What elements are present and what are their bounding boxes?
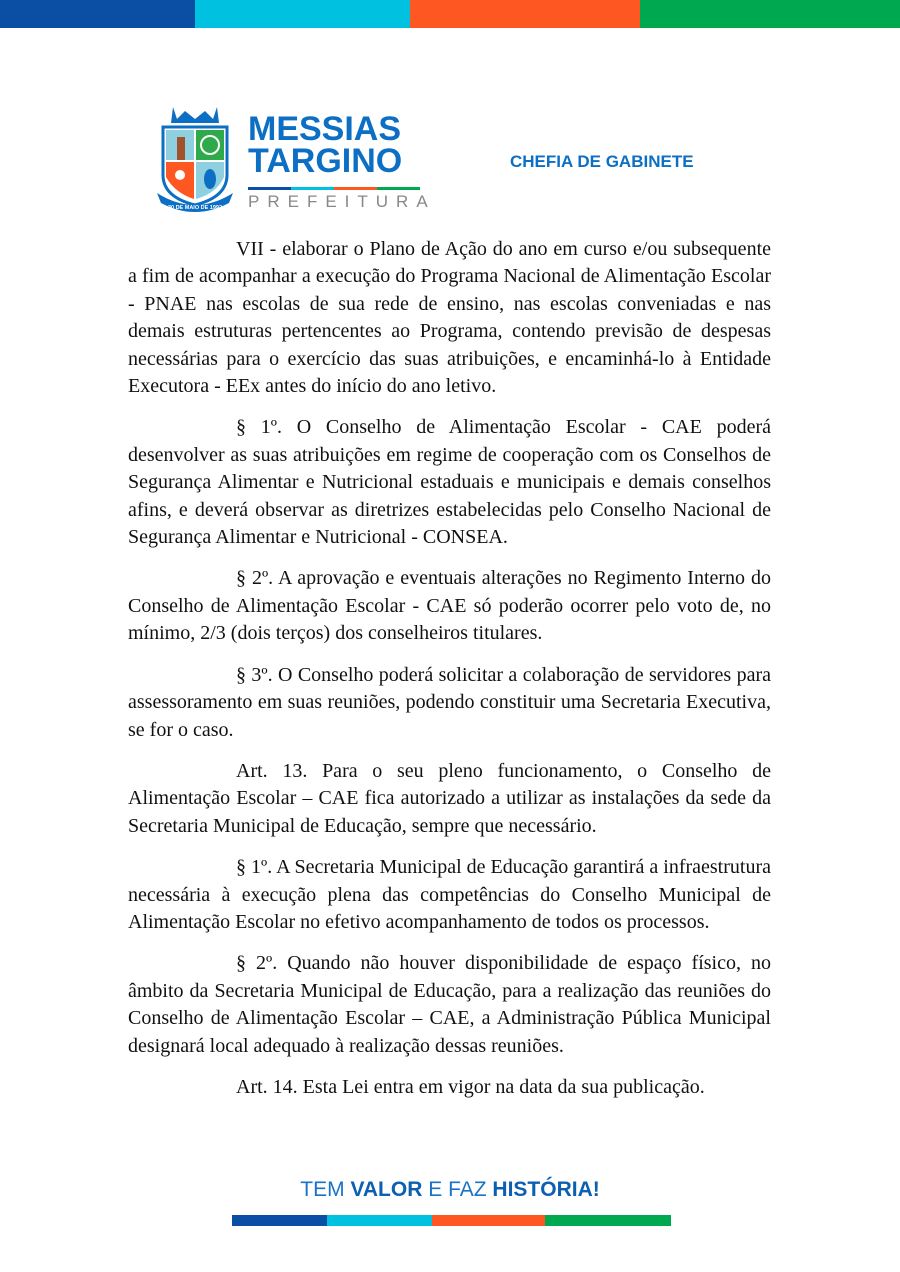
municipal-crest-logo <box>155 105 235 215</box>
department-name: CHEFIA DE GABINETE <box>510 152 694 171</box>
paragraph: VII - elaborar o Plano de Ação do ano em curso e/ou subsequente a fim de acompanhar a execução do Programa Nacional de Alimentação Escolar - PNAE nas escolas de sua rede de ensino, nas escolas conveniadas e nas demais estruturas pertencentes ao Programa, contendo previsão de despesas necessárias para o exercício das suas atribuições, e encaminhá-lo à Entidade Executora - EEx antes do início do ano letivo. <box>128 238 771 398</box>
footer-color-bar <box>232 1215 671 1226</box>
crest-motto: 30 DE MAIO DE 1992 <box>167 205 223 211</box>
paragraph: § 2º. A aprovação e eventuais alterações no Regimento Interno do Conselho de Alimentação Escolar - CAE só poderão ocorrer pelo voto de, no mínimo, 2/3 (dois terços) dos conselheiros titulares. <box>128 567 771 645</box>
paragraph: § 1º. O Conselho de Alimentação Escolar - CAE poderá desenvolver as suas atribuições em regime de cooperação com os Conselhos de Segurança Alimentar e Nutricional estaduais e municipais e demais conselhos afins, e deverá observar as diretrizes estabelecidas pelo Conselho Nacional de Segurança Alimentar e Nutricional - CONSEA. <box>128 416 771 549</box>
brand-underline <box>248 187 420 190</box>
brand-line-1: MESSIAS <box>248 110 402 148</box>
slogan-part: E FAZ <box>422 1178 493 1201</box>
slogan-part: VALOR <box>350 1178 423 1201</box>
paragraph: Art. 13. Para o seu pleno funcionamento, o Conselho de Alimentação Escolar – CAE fica autorizado a utilizar as instalações da sede da Secretaria Municipal de Educação, sempre que necessário. <box>128 759 771 837</box>
brand-line-2: TARGINO <box>248 142 403 180</box>
letterhead <box>155 105 725 215</box>
paragraph: § 2º. Quando não houver disponibilidade de espaço físico, no âmbito da Secretaria Municipal de Educação, para a realização das reuniões do Conselho de Alimentação Escolar – CAE, a Administração Pública Municipal designará local adequado à realização dessas reuniões. <box>128 952 771 1057</box>
paragraph: § 3º. O Conselho poderá solicitar a colaboração de servidores para assessoramento em suas reuniões, podendo constituir uma Secretaria Executiva, se for o caso. <box>128 663 771 741</box>
footer-slogan <box>0 1178 900 1202</box>
document-body <box>128 236 771 1115</box>
paragraph: Art. 14. Esta Lei entra em vigor na data da sua publicação. <box>236 1075 705 1098</box>
brand-subtitle: PREFEITURA <box>248 192 436 211</box>
brand-name <box>248 110 403 180</box>
top-color-bar <box>0 0 900 28</box>
slogan-part: TEM <box>300 1178 351 1201</box>
slogan-part: HISTÓRIA! <box>492 1178 600 1201</box>
paragraph: § 1º. A Secretaria Municipal de Educação garantirá a infraestrutura necessária à execução plena das competências do Conselho Municipal de Alimentação Escolar no efetivo acompanhamento de todos os processos. <box>128 856 771 933</box>
